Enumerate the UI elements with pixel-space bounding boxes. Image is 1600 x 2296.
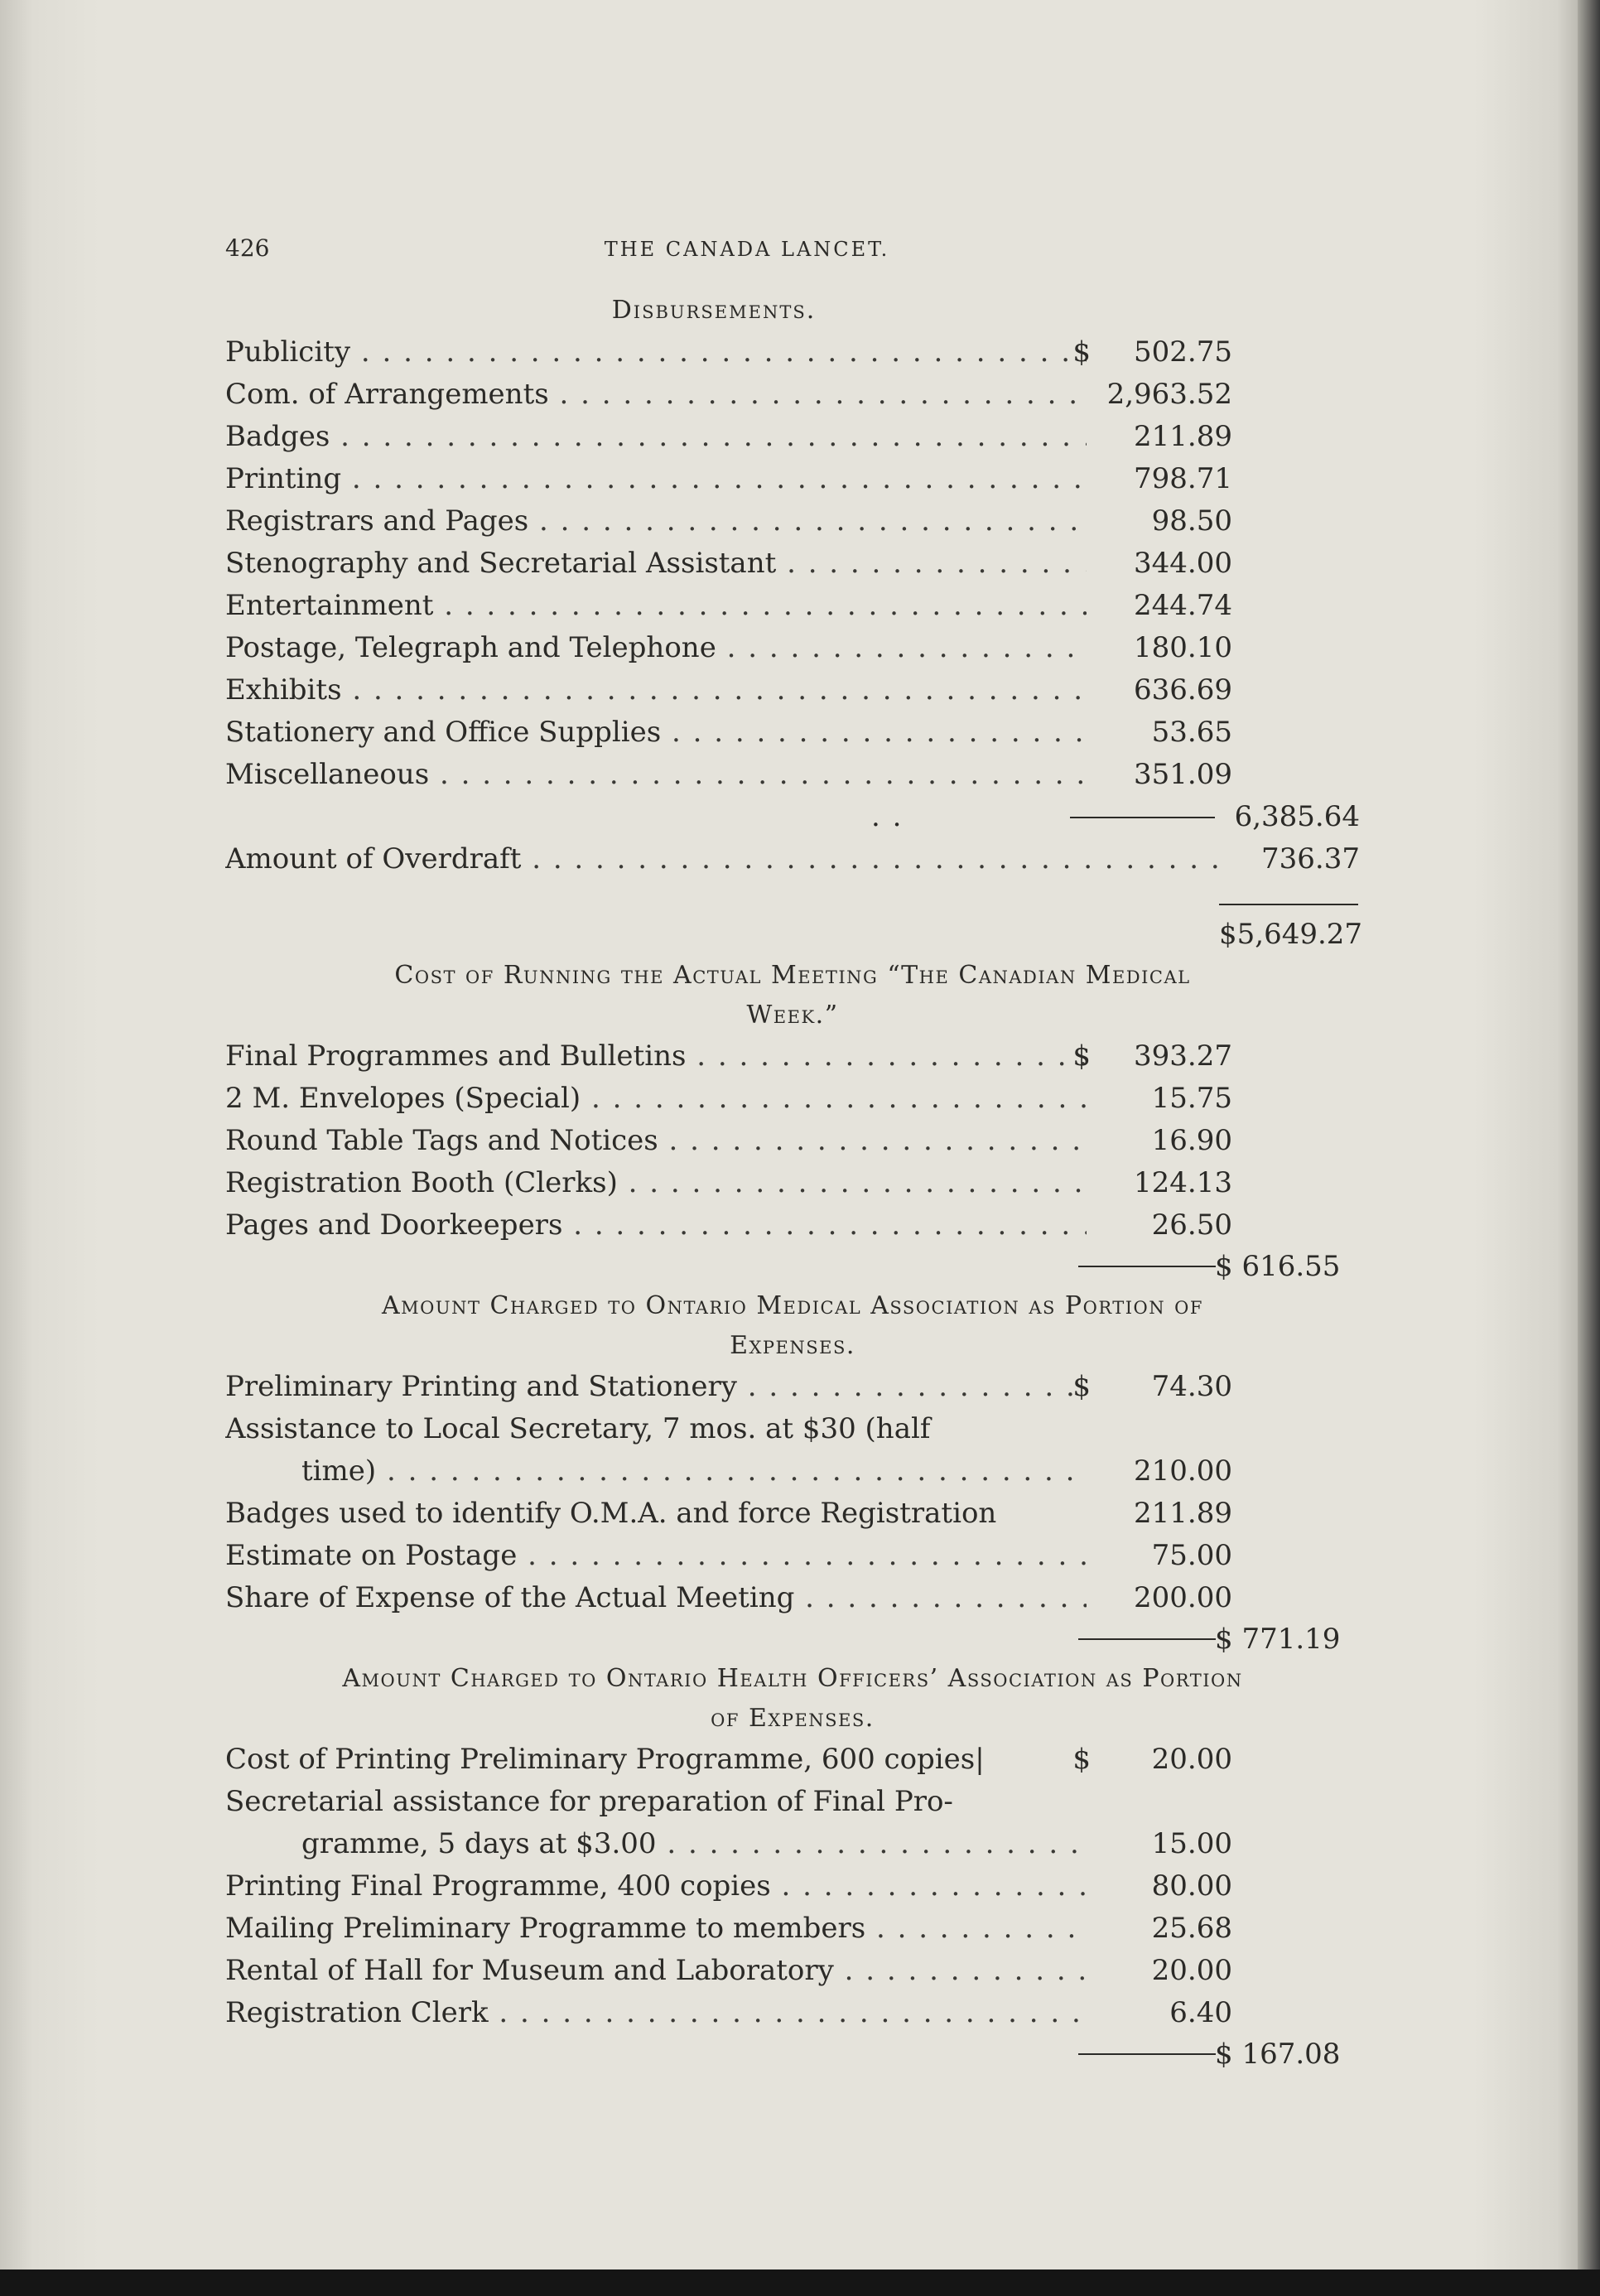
table-row xyxy=(225,1120,1360,1162)
item-amount: 74.30 xyxy=(1151,1370,1232,1403)
item-amount: 20.00 xyxy=(1151,1743,1232,1776)
table-row xyxy=(225,543,1360,585)
ohoa-heading xyxy=(225,1659,1360,1739)
item-label: Cost of Printing Preliminary Programme, 600 copies| xyxy=(225,1743,985,1776)
table-row xyxy=(225,669,1360,711)
item-label: Miscellaneous . . . xyxy=(225,754,1087,796)
oma-heading-line1: Amount Charged to Ontario Medical Association as Portion of xyxy=(382,1291,1203,1320)
item-amount: 798.71 xyxy=(1134,462,1232,495)
oma-list xyxy=(225,1366,1360,1619)
item-amount: 20.00 xyxy=(1151,1954,1232,1987)
grand-total-rule xyxy=(225,880,1360,914)
item-amount: 344.00 xyxy=(1134,547,1232,580)
item-label: Publicity . . . xyxy=(225,331,1087,374)
item-label: Mailing Preliminary Programme to members . . . xyxy=(225,1908,1087,1950)
disbursements-subtotal-row xyxy=(225,796,1360,838)
meeting-heading-line2: Week.” xyxy=(746,1001,839,1030)
meeting-heading-line1: Cost of Running the Actual Meeting “The Canadian Medical xyxy=(394,961,1191,990)
page-number: 426 xyxy=(225,234,270,262)
table-row xyxy=(225,1204,1360,1247)
item-amount: 351.09 xyxy=(1134,758,1232,791)
item-amount: 6.40 xyxy=(1169,1996,1232,2029)
table-row xyxy=(225,1035,1360,1078)
item-label: Assistance to Local Secretary, 7 mos. at $30 (half xyxy=(225,1412,931,1445)
item-amount: 393.27 xyxy=(1134,1039,1232,1073)
item-amount: 200.00 xyxy=(1134,1581,1232,1614)
overdraft-amount: 736.37 xyxy=(1261,842,1360,875)
meeting-total-row xyxy=(225,1247,1360,1286)
ohoa-total-rule xyxy=(1078,2053,1216,2055)
oma-total-row xyxy=(225,1619,1360,1659)
item-label: Badges used to identify O.M.A. and force Registration xyxy=(225,1497,997,1530)
page-content xyxy=(225,290,1363,2074)
table-row xyxy=(225,1493,1360,1535)
item-amount: 80.00 xyxy=(1151,1869,1232,1903)
item-label: time) . . . xyxy=(225,1450,1087,1493)
meeting-heading xyxy=(225,956,1360,1035)
item-amount: 25.68 xyxy=(1151,1912,1232,1945)
meeting-list xyxy=(225,1035,1360,1247)
item-label: Badges . . . xyxy=(225,416,1087,458)
item-label: Preliminary Printing and Stationery . . . xyxy=(225,1366,1087,1408)
table-row xyxy=(225,627,1360,669)
item-label: Printing . . . xyxy=(225,458,1087,500)
overdraft-row xyxy=(225,838,1360,880)
item-amount: 124.13 xyxy=(1134,1166,1232,1199)
item-label: Exhibits . . . xyxy=(225,669,1087,711)
table-row xyxy=(225,1408,1360,1450)
table-row xyxy=(225,1739,1360,1781)
table-row xyxy=(225,1078,1360,1120)
item-amount: 15.75 xyxy=(1151,1082,1232,1115)
disbursements-subtotal: 6,385.64 xyxy=(1234,800,1360,833)
grand-total: $5,649.27 xyxy=(1219,918,1363,951)
oma-heading xyxy=(225,1286,1360,1366)
item-amount: 75.00 xyxy=(1151,1539,1232,1572)
item-amount: 98.50 xyxy=(1151,504,1232,538)
item-amount: 211.89 xyxy=(1134,420,1232,453)
oma-total-rule xyxy=(1078,1638,1216,1640)
item-amount: 244.74 xyxy=(1134,589,1232,622)
item-amount: 502.75 xyxy=(1134,335,1232,369)
ohoa-total: $ 167.08 xyxy=(1215,2038,1341,2071)
disbursements-list xyxy=(225,331,1360,796)
oma-heading-line2: Expenses. xyxy=(730,1331,855,1360)
item-label: Registration Booth (Clerks) . . . xyxy=(225,1162,1087,1204)
table-row xyxy=(225,585,1360,627)
table-row xyxy=(225,754,1360,796)
table-row xyxy=(225,1908,1360,1950)
item-amount: 180.10 xyxy=(1134,631,1232,664)
item-label: Entertainment . . . xyxy=(225,585,1087,627)
item-amount: 636.69 xyxy=(1134,673,1232,707)
item-label: 2 M. Envelopes (Special) . . . xyxy=(225,1078,1087,1120)
table-row xyxy=(225,1992,1360,2034)
meeting-total-rule xyxy=(1078,1266,1216,1267)
page-edge xyxy=(1578,0,1600,2296)
table-row xyxy=(225,1366,1360,1408)
table-row xyxy=(225,1823,1360,1865)
item-label: Stenography and Secretarial Assistant . . . xyxy=(225,543,1087,585)
subtotal-dots: . . xyxy=(871,800,904,833)
table-row xyxy=(225,1450,1360,1493)
meeting-total: $ 616.55 xyxy=(1215,1250,1341,1283)
table-row xyxy=(225,1577,1360,1619)
item-label: Rental of Hall for Museum and Laboratory . . . xyxy=(225,1950,1087,1992)
item-label: Printing Final Programme, 400 copies . . . xyxy=(225,1865,1087,1908)
subtotal-rule xyxy=(1070,817,1215,818)
item-amount: 211.89 xyxy=(1134,1497,1232,1530)
item-amount: 26.50 xyxy=(1151,1208,1232,1242)
table-row xyxy=(225,1865,1360,1908)
table-row xyxy=(225,374,1360,416)
item-label: Final Programmes and Bulletins . . . xyxy=(225,1035,1087,1078)
overdraft-label: Amount of Overdraft . . . xyxy=(225,838,1219,880)
page-bottom-edge xyxy=(0,2269,1600,2296)
item-amount: 15.00 xyxy=(1151,1827,1232,1860)
item-label: Round Table Tags and Notices . . . xyxy=(225,1120,1087,1162)
item-label: Registrars and Pages . . . xyxy=(225,500,1087,543)
running-head xyxy=(225,234,1368,268)
item-label: Pages and Doorkeepers . . . xyxy=(225,1204,1087,1247)
table-row xyxy=(225,1950,1360,1992)
item-label: Com. of Arrangements . . . xyxy=(225,374,1087,416)
table-row xyxy=(225,331,1360,374)
ohoa-total-row xyxy=(225,2034,1360,2074)
currency-sign: $ xyxy=(1072,1039,1091,1073)
ohoa-heading-line2: of Expenses. xyxy=(711,1704,875,1733)
table-row xyxy=(225,1535,1360,1577)
table-row xyxy=(225,711,1360,754)
ohoa-heading-line1: Amount Charged to Ontario Health Officers’ Association as Portion xyxy=(342,1664,1243,1693)
grand-total-row xyxy=(225,914,1363,956)
item-label: Stationery and Office Supplies . . . xyxy=(225,711,1087,754)
item-label: Share of Expense of the Actual Meeting . . . xyxy=(225,1577,1087,1619)
table-row xyxy=(225,416,1360,458)
item-label: Postage, Telegraph and Telephone . . . xyxy=(225,627,1087,669)
disbursements-heading: Disbursements. xyxy=(611,296,817,325)
item-label: Estimate on Postage . . . xyxy=(225,1535,1087,1577)
item-label: gramme, 5 days at $3.00 . . . xyxy=(225,1823,1087,1865)
item-label: Registration Clerk . . . xyxy=(225,1992,1087,2034)
item-amount: 16.90 xyxy=(1151,1124,1232,1157)
journal-title: THE CANADA LANCET. xyxy=(604,238,890,261)
currency-sign: $ xyxy=(1072,335,1091,369)
table-row xyxy=(225,1781,1360,1823)
ohoa-list xyxy=(225,1739,1360,2034)
item-amount: 210.00 xyxy=(1134,1454,1232,1488)
item-label: Secretarial assistance for preparation of Final Pro- xyxy=(225,1785,953,1818)
table-row xyxy=(225,1162,1360,1204)
currency-sign: $ xyxy=(1072,1370,1091,1403)
oma-total: $ 771.19 xyxy=(1215,1623,1341,1656)
item-amount: 53.65 xyxy=(1151,716,1232,749)
item-amount: 2,963.52 xyxy=(1106,378,1232,411)
table-row xyxy=(225,458,1360,500)
currency-sign: $ xyxy=(1072,1743,1091,1776)
table-row xyxy=(225,500,1360,543)
